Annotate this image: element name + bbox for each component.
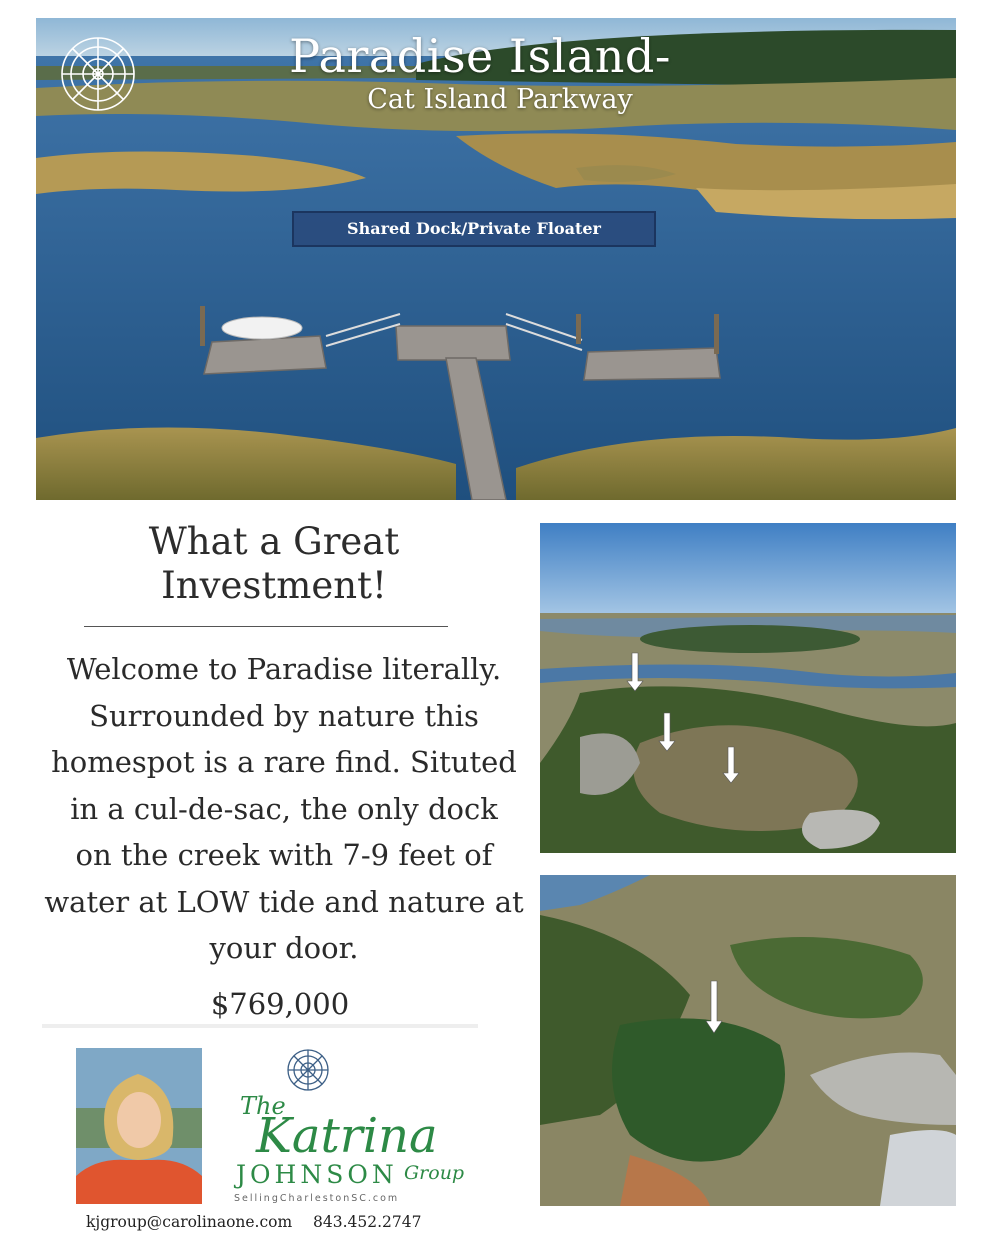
listing-description [30, 646, 538, 972]
contact-line [86, 1213, 421, 1231]
logo-group: Group [404, 1162, 465, 1184]
listing-title: Paradise Island- [289, 29, 671, 83]
down-arrow-marker-icon [706, 981, 722, 1033]
headline-line-1: What a Great [148, 520, 400, 563]
agent-phone[interactable]: 843.452.2747 [312, 1213, 422, 1231]
logo-medallion-icon [286, 1048, 330, 1092]
listing-subtitle: Cat Island Parkway [367, 84, 633, 115]
description-line: Surrounded by nature this [89, 698, 479, 733]
logo-the: The [240, 1092, 286, 1120]
description-line: water at LOW tide and nature at [44, 884, 524, 919]
logo-website: SellingCharlestonSC.com [234, 1193, 400, 1204]
listing-price: $769,000 [210, 987, 350, 1021]
description-line: homespot is a rare find. Situted [51, 745, 517, 779]
dock-tag: Shared Dock/Private Floater [292, 211, 656, 247]
description-line: on the creek with 7-9 feet of [75, 838, 493, 872]
logo-surname: JOHNSON [236, 1160, 398, 1189]
agent-email[interactable]: kjgroup@carolinaone.com [86, 1213, 293, 1231]
ornamental-medallion-icon [60, 36, 136, 112]
description-line: in a cul-de-sac, the only dock [70, 791, 498, 826]
description-line: Welcome to Paradise literally. [66, 652, 502, 686]
aerial-photo-2 [540, 875, 956, 1206]
divider [42, 1024, 478, 1028]
aerial-photo-1 [540, 523, 956, 853]
divider [84, 626, 448, 627]
logo-name: Katrina [256, 1108, 438, 1164]
agent-photo [76, 1048, 202, 1204]
headline-line-2: Investment! [161, 564, 387, 607]
headline [84, 520, 464, 608]
description-line: your door. [209, 931, 359, 965]
